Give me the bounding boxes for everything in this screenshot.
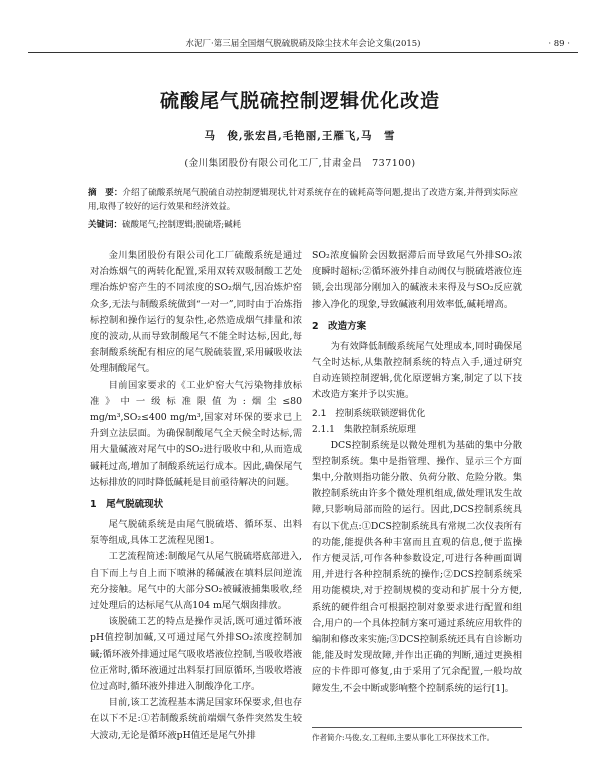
body-paragraph: 工艺流程简述:制酸尾气从尾气脱硫塔底部进入,自下而上与自上而下喷淋的稀碱液在填料层间逆流充分接触。尾气中的大部分SO₂被碱液捕集吸收,经过处理后的达标尾气从高104 m尾气烟囱排放。 [90,551,302,612]
body-paragraph: 为有效降低制酸系统尾气处理成本,同时确保尾气全时达标,从集散控制系统的特点入手,通过研究自动连锁控制逻辑,优化原逻辑方案,制定了以下技术改造方案并予以实施。 [312,340,522,401]
subsection-heading: 2.1 控制系统联锁逻辑优化 [312,408,426,419]
keywords-text: 硫酸尾气;控制逻辑;脱硫塔;碱耗 [122,220,242,230]
body-paragraph: 目前,该工艺流程基本满足国家环保要求,但也存在以下不足:①若制酸系统前端烟气条件突然发生较大波动,无论是循环液pH值还是尾气外排 [90,697,302,741]
body-paragraph: 该脱硫工艺的特点是操作灵活,既可通过循环液pH值控制加碱,又可通过尾气外排SO₂浓度控制加碱;循环液外排通过尾气吸收塔液位控制,当吸收塔液位正常时,循环液通过出料泵打回原循环,当吸收塔液位过高时,循环液外排进入制酸净化工序。 [90,616,302,693]
body-paragraph: 目前国家要求的《工业炉窑大气污染物排放标准》中一级标准限值为:烟尘≤80 mg/m³,SO₂≤400 mg/m³,国家对环保的要求已上升到立法层面。为确保制酸尾气全天候全时达标,需用大量碱液对尾气中的SO₂进行吸收中和,从而造成碱耗过高,增加了制酸系统运行成本。因此,确保尾气达标排放的同时降低碱耗是目前亟待解决的问题。 [90,379,302,488]
subsubsection-heading: 2.1.1 集散控制系统原理 [312,424,416,435]
affiliation: (金川集团股份有限公司化工厂,甘肃金昌 737100) [184,158,416,169]
page-number: · 89 · [548,39,570,49]
left-column [90,248,302,744]
section-heading: 2 改造方案 [312,320,367,332]
running-title: 水泥厂·第三届全国烟气脱硫脱硝及除尘技术年会论文集(2015) [185,39,421,49]
right-column [312,248,522,697]
keywords-label: 关键词： [88,220,123,230]
abstract-text: 介绍了硫酸系统尾气脱硫自动控制逻辑现状,针对系统存在的硫耗高等问题,提出了改造方案,并得到实际应用,取得了较好的运行效果和经济效益。 [88,188,518,212]
abstract-label: 摘 要： [88,188,123,198]
running-header [28,38,578,53]
body-paragraph: 尾气脱硫系统是由尾气脱硫塔、循环泵、出料泵等组成,具体工艺流程见图1。 [90,519,302,547]
body-paragraph: DCS控制系统是以微处理机为基础的集中分散型控制系统。集中是指管理、操作、显示三个方面集中,分散则指功能分散、负荷分散、危险分散。集散控制系统由许多个微处理机组成,做处理讯发生故障,只影响局部而险的运行。因此,DCS控制系统具有以下优点:①DCS控制系统具有常规二次仪表所有的功能,能提供各种丰富而且直观的信息,便于监操作方便灵活,可作各种参数设定,可进行各种画面调用,并进行各种控制系统的操作;②DCS控制系统采用功能模块,对于控制规模的变动和扩展十分方便,系统的硬件组合可根据控制对象要求进行配置和组合,用户的一个具体控制方案可通过系统应用软件的编制和修改来实施;③DCS控制系统还具有自诊断功能,能及时发现故障,并作出正确的判断,通过更换相应的卡件即可修复,由于采用了冗余配置,一般均故障发生,不会中断或影响整个控制系统的运行[1]。 [312,439,523,694]
author-footnote: 作者简介:马俊,女,工程师,主要从事化工环保技术工作。 [312,727,522,743]
keywords [88,218,518,232]
body-paragraph: SO₂浓度偏阶会因数据滞后而导致尾气外排SO₂浓度瞬时超标;②循环液外排自动阀仅与脱硫塔液位连锁,会出现部分刚加入的碱液未来得及与SO₂反应就掺入净化的现象,导致碱液利用效率低,碱耗增高。 [312,250,522,310]
paper-title: 硫酸尾气脱硫控制逻辑优化改造 [159,90,440,112]
author-list: 马 俊,张宏昌,毛艳丽,王雁飞,马 雪 [204,130,396,142]
abstract [88,186,518,214]
body-paragraph: 金川集团股份有限公司化工厂硫酸系统是通过对冶炼烟气的两转化配置,采用双转双吸制酸工艺处理冶炼炉窑产生的不同浓度的SO₂烟气,因冶炼炉窑众多,无法与制酸系统做到“一对一”,同时由于冶炼指标控制和操作运行的复杂性,必然造成烟气排量和浓度的波动,从而导致制酸尾气不能全时达标,因此,每套制酸系统配有相应的尾气脱硫装置,采用碱吸收法处理制酸尾气。 [90,250,302,375]
section-heading: 1 尾气脱硫现状 [90,499,164,511]
